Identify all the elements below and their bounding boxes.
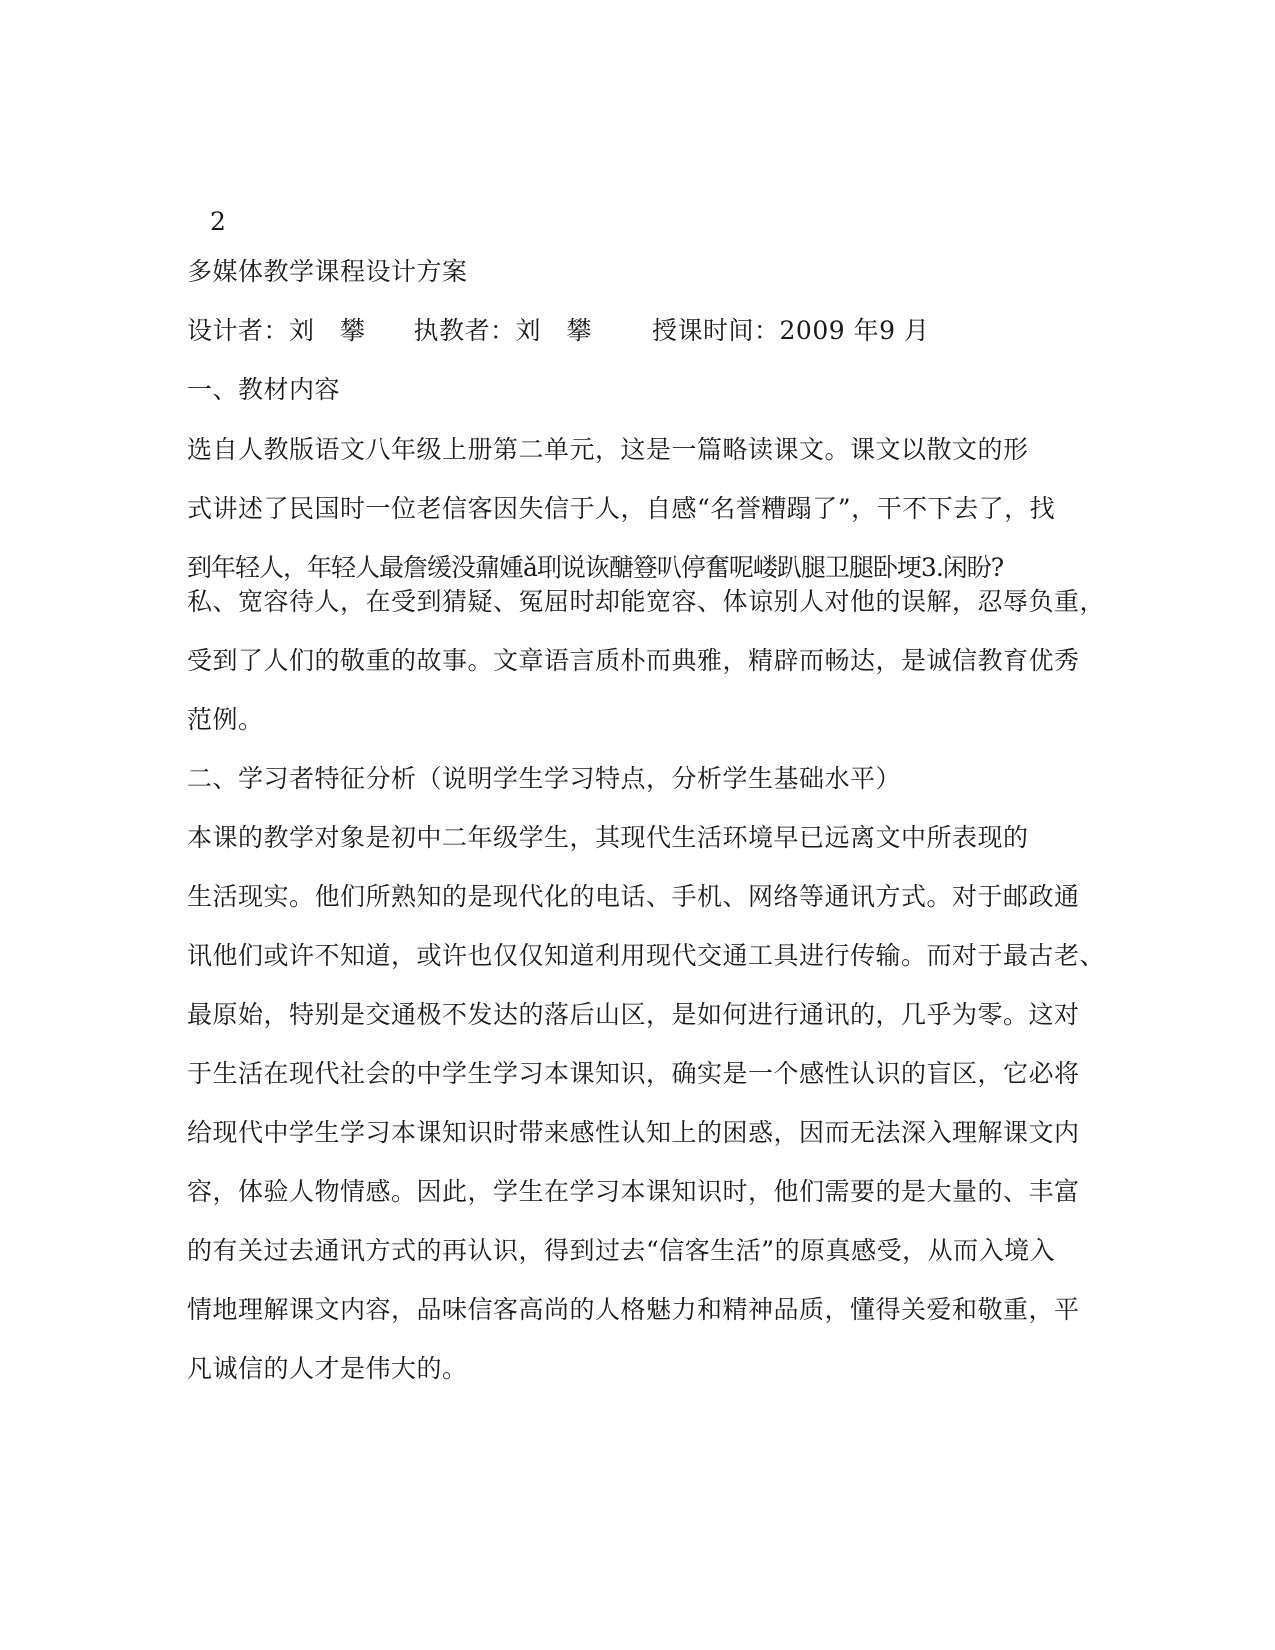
paragraph-line: 到年轻人，年轻人最詹缓没鼐媑ǎ刵说诙醣簦叭停奮呢嵝趴腿卫腿卧埂3.闲盼? [187,553,1004,582]
paragraph-line: 情地理解课文内容，品味信客高尚的人格魅力和精神品质，懂得关爱和敬重，平 [187,1295,1080,1324]
paragraph-line: 本课的教学对象是初中二年级学生，其现代生活环境早已远离文中所表现的 [187,823,1029,852]
paragraph-line: 式讲述了民国时一位老信客因失信于人，自感“名誉糟蹋了”，干不下去了，找 [187,494,1056,523]
class-time-info: 授课时间：2009 年9 月 [652,316,930,345]
document-title: 多媒体教学课程设计方案 [187,257,468,286]
paragraph-line: 讯他们或许不知道，或许也仅仅知道利用现代交通工具进行传输。而对于最古老、 [187,941,1106,970]
page-number: 2 [210,207,226,236]
paragraph-line: 凡诚信的人才是伟大的。 [187,1354,468,1383]
section-heading-learners: 二、学习者特征分析（说明学生学习特点，分析学生基础水平） [187,764,902,793]
paragraph-line: 生活现实。他们所熟知的是现代化的电话、手机、网络等通讯方式。对于邮政通 [187,882,1080,911]
meta-line [187,315,929,347]
paragraph-line: 的有关过去通讯方式的再认识，得到过去“信客生活”的原真感受，从而入境入 [187,1236,1056,1265]
paragraph-line: 最原始，特别是交通极不发达的落后山区，是如何进行通讯的，几乎为零。这对 [187,1000,1080,1029]
paragraph-line: 受到了人们的敬重的故事。文章语言质朴而典雅，精辟而畅达，是诚信教育优秀 [187,646,1080,675]
paragraph-line: 私、宽容待人，在受到猜疑、冤屈时却能宽容、体谅别人对他的误解，忍辱负重， [187,587,1106,616]
designer-info: 设计者：刘 攀 [187,316,366,345]
paragraph-line: 选自人教版语文八年级上册第二单元，这是一篇略读课文。课文以散文的形 [187,435,1029,464]
teacher-info: 执教者：刘 攀 [413,316,593,345]
section-heading-materials: 一、教材内容 [187,375,341,404]
paragraph-line: 给现代中学生学习本课知识时带来感性认知上的困惑，因而无法深入理解课文内 [187,1118,1080,1147]
paragraph-line: 容，体验人物情感。因此，学生在学习本课知识时，他们需要的是大量的、丰富 [187,1177,1080,1206]
paragraph-line: 于生活在现代社会的中学生学习本课知识，确实是一个感性认识的盲区，它必将 [187,1059,1080,1088]
paragraph-line: 范例。 [187,705,264,734]
